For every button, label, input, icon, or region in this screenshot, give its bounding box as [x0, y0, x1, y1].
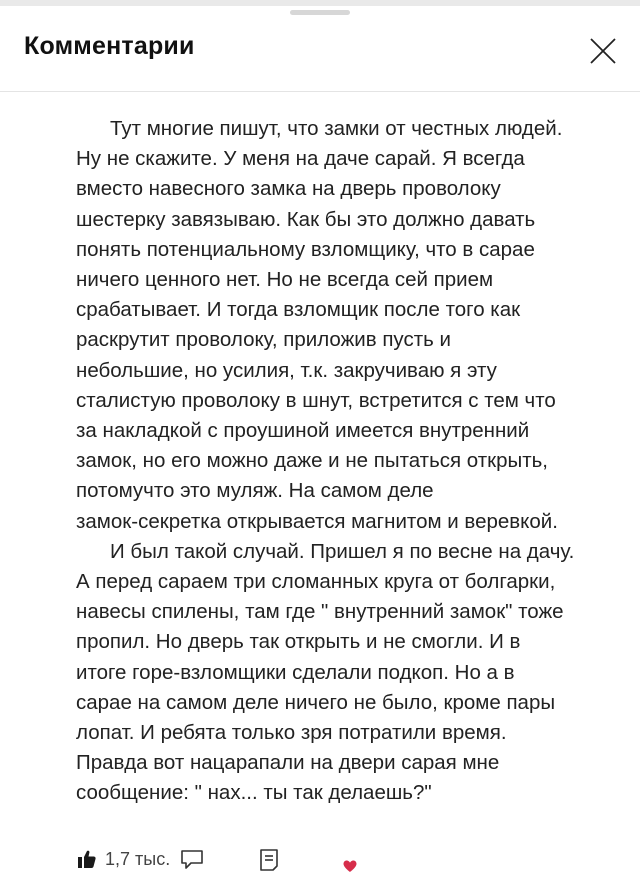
drag-handle[interactable] — [290, 10, 350, 15]
comment-line: Правда вот нацарапали на двери сарая мне — [76, 751, 500, 775]
comment-line: сарае на самом деле ничего не было, кроме пары — [76, 690, 556, 714]
comment-line: понять потенциальному взломщику, что в сарае — [76, 237, 535, 261]
comment-line: раскрутит проволоку, приложив пусть и — [76, 328, 451, 352]
close-icon — [588, 36, 618, 66]
comment-line: итоге горе-взломщики сделали подкоп. Но а в — [76, 660, 515, 684]
sheet-top-edge — [0, 0, 640, 6]
comment-line: сталистую проволоку в шнут, встретится с тем что — [76, 388, 556, 412]
comment-line: вместо навесного замка на дверь проволоку — [76, 177, 501, 201]
close-button[interactable] — [588, 36, 618, 66]
quote-button[interactable] — [258, 848, 280, 872]
comment-line: шестерку завязываю. Как бы это должно давать — [76, 207, 536, 231]
comment-line: пропил. Но дверь так открыть и не смогли. И в — [76, 630, 521, 654]
thumbs-up-icon — [77, 849, 97, 869]
comment-line: потомучто это муляж. На самом деле — [76, 479, 434, 503]
comment-line: сообщение: " нах... ты так делаешь?" — [76, 781, 432, 805]
comment-line: И был такой случай. Пришел я по весне на дачу. — [110, 539, 575, 563]
comment-line: Ну не скажите. У меня на даче сарай. Я всегда — [76, 147, 525, 171]
comment-actions — [0, 838, 640, 878]
comment-line: лопат. И ребята только зря потратили время. — [76, 721, 507, 745]
comment-paragraph-1 — [76, 114, 606, 537]
comment-text — [76, 114, 606, 809]
comment-line: Тут многие пишут, что замки от честных людей. — [110, 117, 563, 140]
comment-paragraph-2 — [76, 537, 606, 809]
comment-line: навесы спилены, там где " внутренний замок" тоже — [76, 600, 564, 624]
comment-line: за накладкой с проушиной имеется внутренний — [76, 419, 530, 443]
comment-line: А перед сараем три сломанных круга от болгарки, — [76, 570, 556, 594]
quote-icon — [258, 848, 280, 872]
comment-line: замок, но его можно даже и не пытаться открыть, — [76, 449, 549, 473]
comment-line: срабатывает. И тогда взломщик после того как — [76, 298, 521, 322]
like-button[interactable] — [77, 846, 170, 872]
comment-line: ничего ценного нет. Но не всегда сей прием — [76, 268, 494, 292]
page-title: Комментарии — [24, 32, 195, 60]
comment-line: небольшие, но усилия, т.к. закручиваю я эту — [76, 358, 497, 382]
heart-icon — [343, 860, 357, 873]
like-count: 1,7 тыс. — [105, 848, 171, 869]
reply-button[interactable] — [180, 849, 204, 871]
header-divider — [0, 91, 640, 92]
comment-line: замок-секретка открывается магнитом и веревкой. — [76, 509, 558, 533]
reply-icon — [180, 849, 204, 871]
